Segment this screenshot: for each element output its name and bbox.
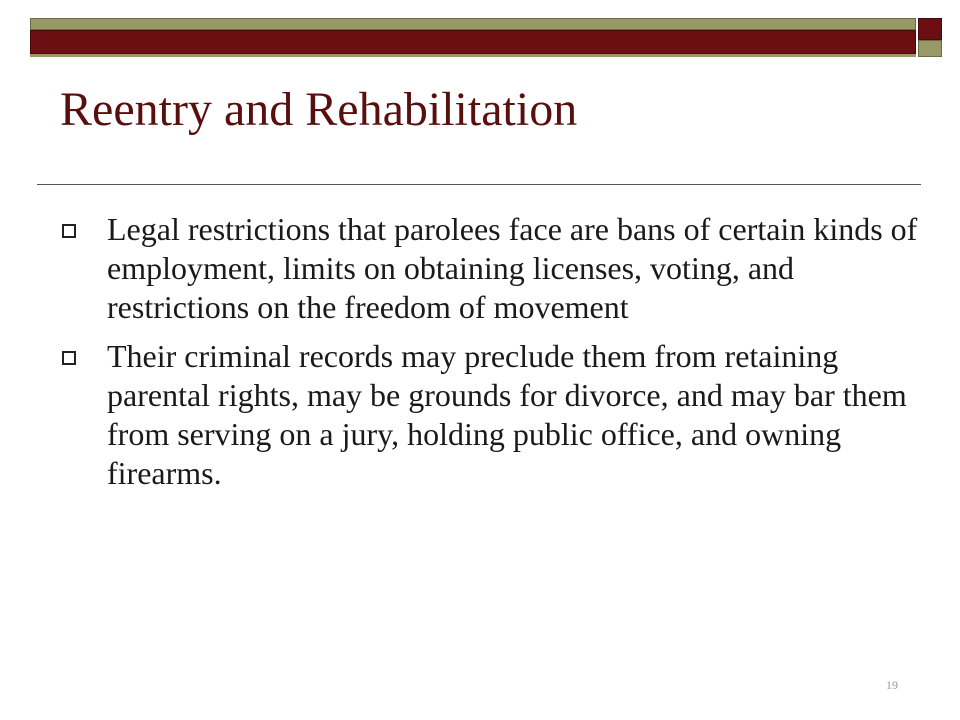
header-olive-square [918,40,942,57]
bullet-list [60,210,920,503]
header-maroon-square [918,18,942,40]
page-number: 19 [886,678,898,692]
bullet-text: Legal restrictions that parolees face are bans of certain kinds of employment, limits on obtaining licenses, voting, and restrictions on the freedom of movement [107,211,918,325]
hollow-square-bullet-icon [62,351,76,365]
hollow-square-bullet-icon [62,224,76,238]
header-olive-bar [30,18,916,30]
title-divider [37,184,921,185]
bullet-item [60,337,920,493]
bullet-text: Their criminal records may preclude them from retaining parental rights, may be grounds for divorce, and may bar them from serving on a jury, holding public office, and owning firearms. [107,338,907,491]
slide-title: Reentry and Rehabilitation [60,83,578,136]
bullet-item [60,210,920,327]
header-maroon-bar [30,30,916,54]
header-olive-stripe [30,54,916,57]
